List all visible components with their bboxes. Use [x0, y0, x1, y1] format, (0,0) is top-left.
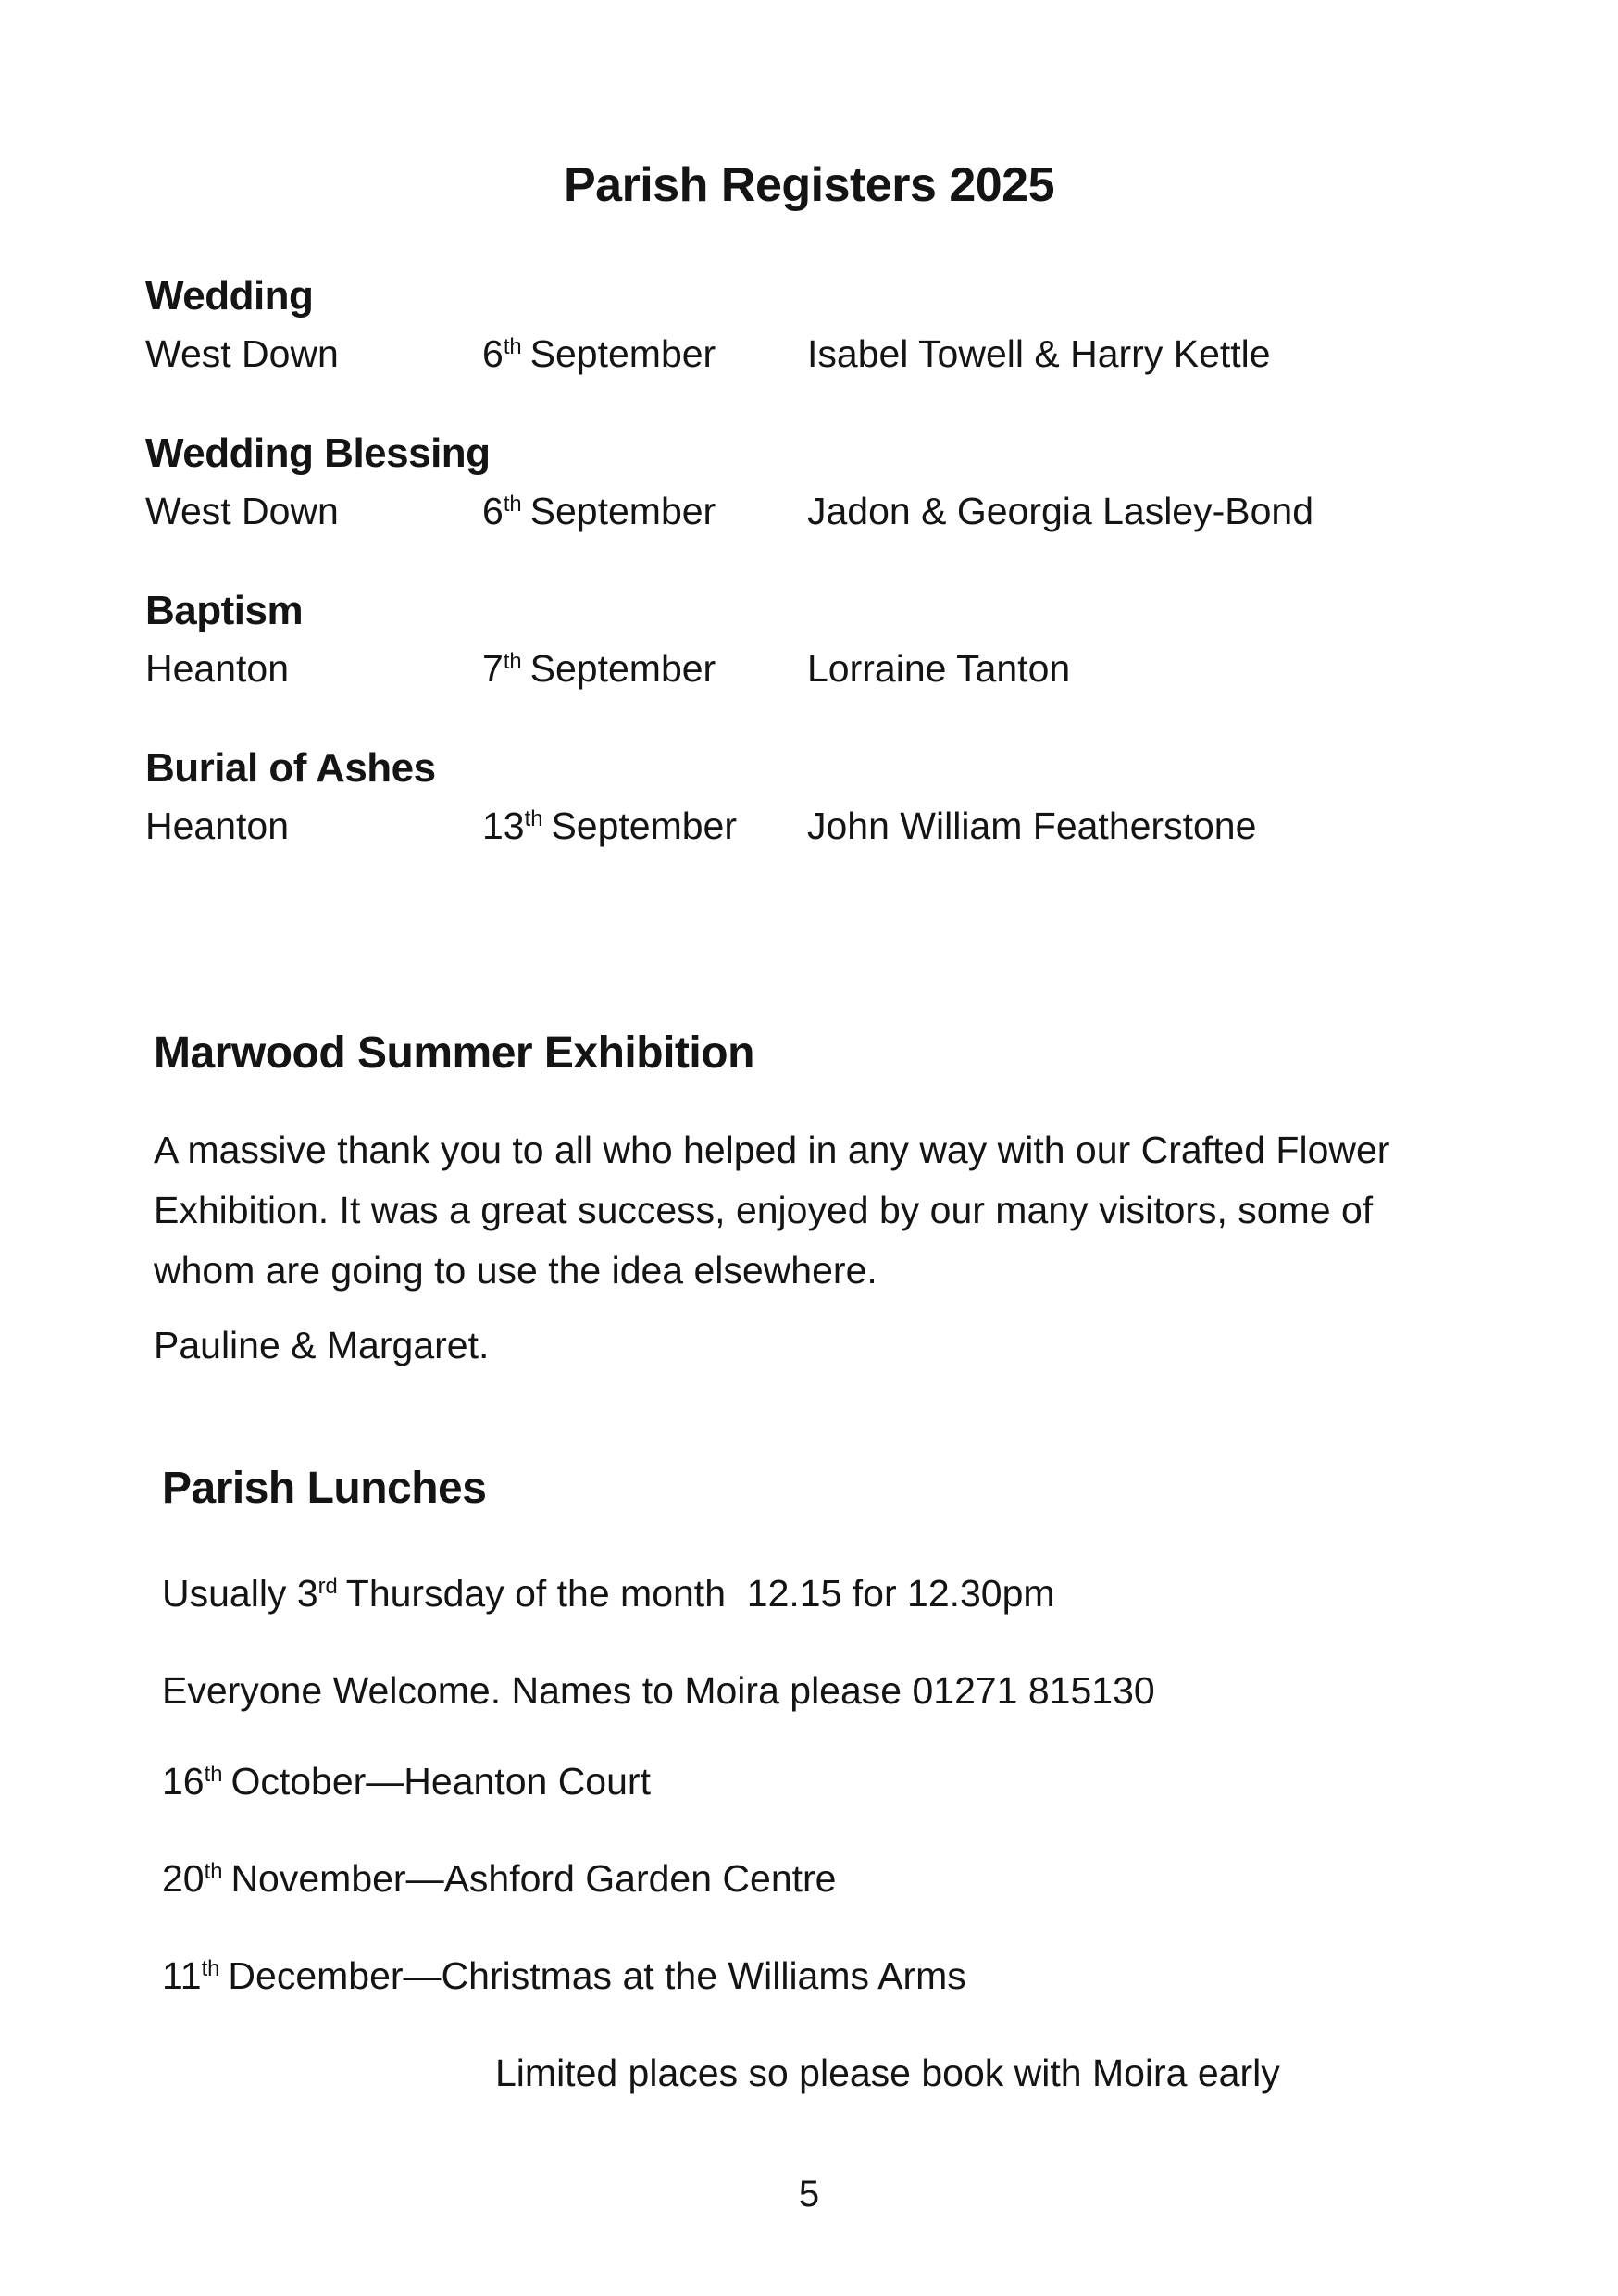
register-row [145, 800, 1544, 858]
register-names: Jadon & Georgia Lasley-Bond [807, 490, 1314, 532]
lunches-welcome: Everyone Welcome. Names to Moira please 01271 815130 [162, 1669, 1155, 1712]
ordinal-suffix: th [204, 1762, 223, 1788]
register-heading: Baptism [145, 588, 304, 633]
register-entry-wedding-blessing [145, 428, 1544, 543]
page-number: 5 [798, 2174, 820, 2215]
register-place: West Down [145, 490, 339, 532]
register-names: Isabel Towell & Harry Kettle [807, 332, 1271, 375]
register-heading: Wedding [145, 273, 314, 318]
exhibition-heading: Marwood Summer Exhibition [154, 1029, 754, 1078]
register-names: John William Featherstone [807, 805, 1257, 847]
register-month: September [551, 805, 738, 847]
register-date: 7th September [482, 647, 716, 690]
lunch-date-november: 20th November—Ashford Garden Centre [162, 1857, 837, 1900]
lunches-booking-note: Limited places so please book with Moira early [495, 2052, 1280, 2094]
register-place: West Down [145, 332, 339, 375]
register-month: September [529, 332, 716, 375]
register-row [145, 485, 1544, 543]
lunch-date-december: 11th December—Christmas at the Williams Arms [162, 1954, 966, 1997]
register-names: Lorraine Tanton [807, 647, 1071, 690]
ordinal-suffix: th [503, 334, 522, 360]
page-title: Parish Registers 2025 [563, 158, 1055, 212]
register-row [145, 643, 1544, 701]
register-place: Heanton [145, 647, 290, 690]
register-entry-burial-of-ashes [145, 742, 1544, 858]
register-row [145, 328, 1544, 386]
register-entry-baptism [145, 585, 1544, 701]
parish-registers-section [145, 270, 1544, 900]
register-heading: Burial of Ashes [145, 745, 436, 791]
register-month: September [529, 647, 716, 690]
register-heading: Wedding Blessing [145, 430, 491, 476]
register-date: 6th September [482, 490, 716, 532]
lunch-date-october: 16th October—Heanton Court [162, 1760, 651, 1803]
register-date: 13th September [482, 805, 738, 847]
exhibition-paragraph: A massive thank you to all who helped in any way with our Crafted Flower Exhibition. It was a great success, enjoyed by our many visitors, some of whom are going to use the idea elsewhere. [154, 1129, 1390, 1292]
ordinal-suffix: th [204, 1859, 223, 1885]
register-entry-wedding [145, 270, 1544, 386]
lunches-schedule: Usually 3rd Thursday of the month 12.15 for 12.30pm [162, 1572, 1055, 1615]
register-place: Heanton [145, 805, 290, 847]
ordinal-suffix: th [201, 1956, 220, 1982]
ordinal-suffix: th [524, 806, 543, 832]
marwood-summer-exhibition-section [154, 1026, 1450, 1376]
lunches-heading: Parish Lunches [162, 1464, 487, 1513]
ordinal-suffix: th [503, 492, 522, 518]
ordinal-suffix: th [503, 649, 522, 675]
ordinal-suffix: rd [317, 1574, 338, 1600]
parish-lunches-section [162, 1461, 1513, 2096]
exhibition-signoff: Pauline & Margaret. [154, 1324, 490, 1366]
register-month: September [529, 490, 716, 532]
register-date: 6th September [482, 332, 716, 375]
